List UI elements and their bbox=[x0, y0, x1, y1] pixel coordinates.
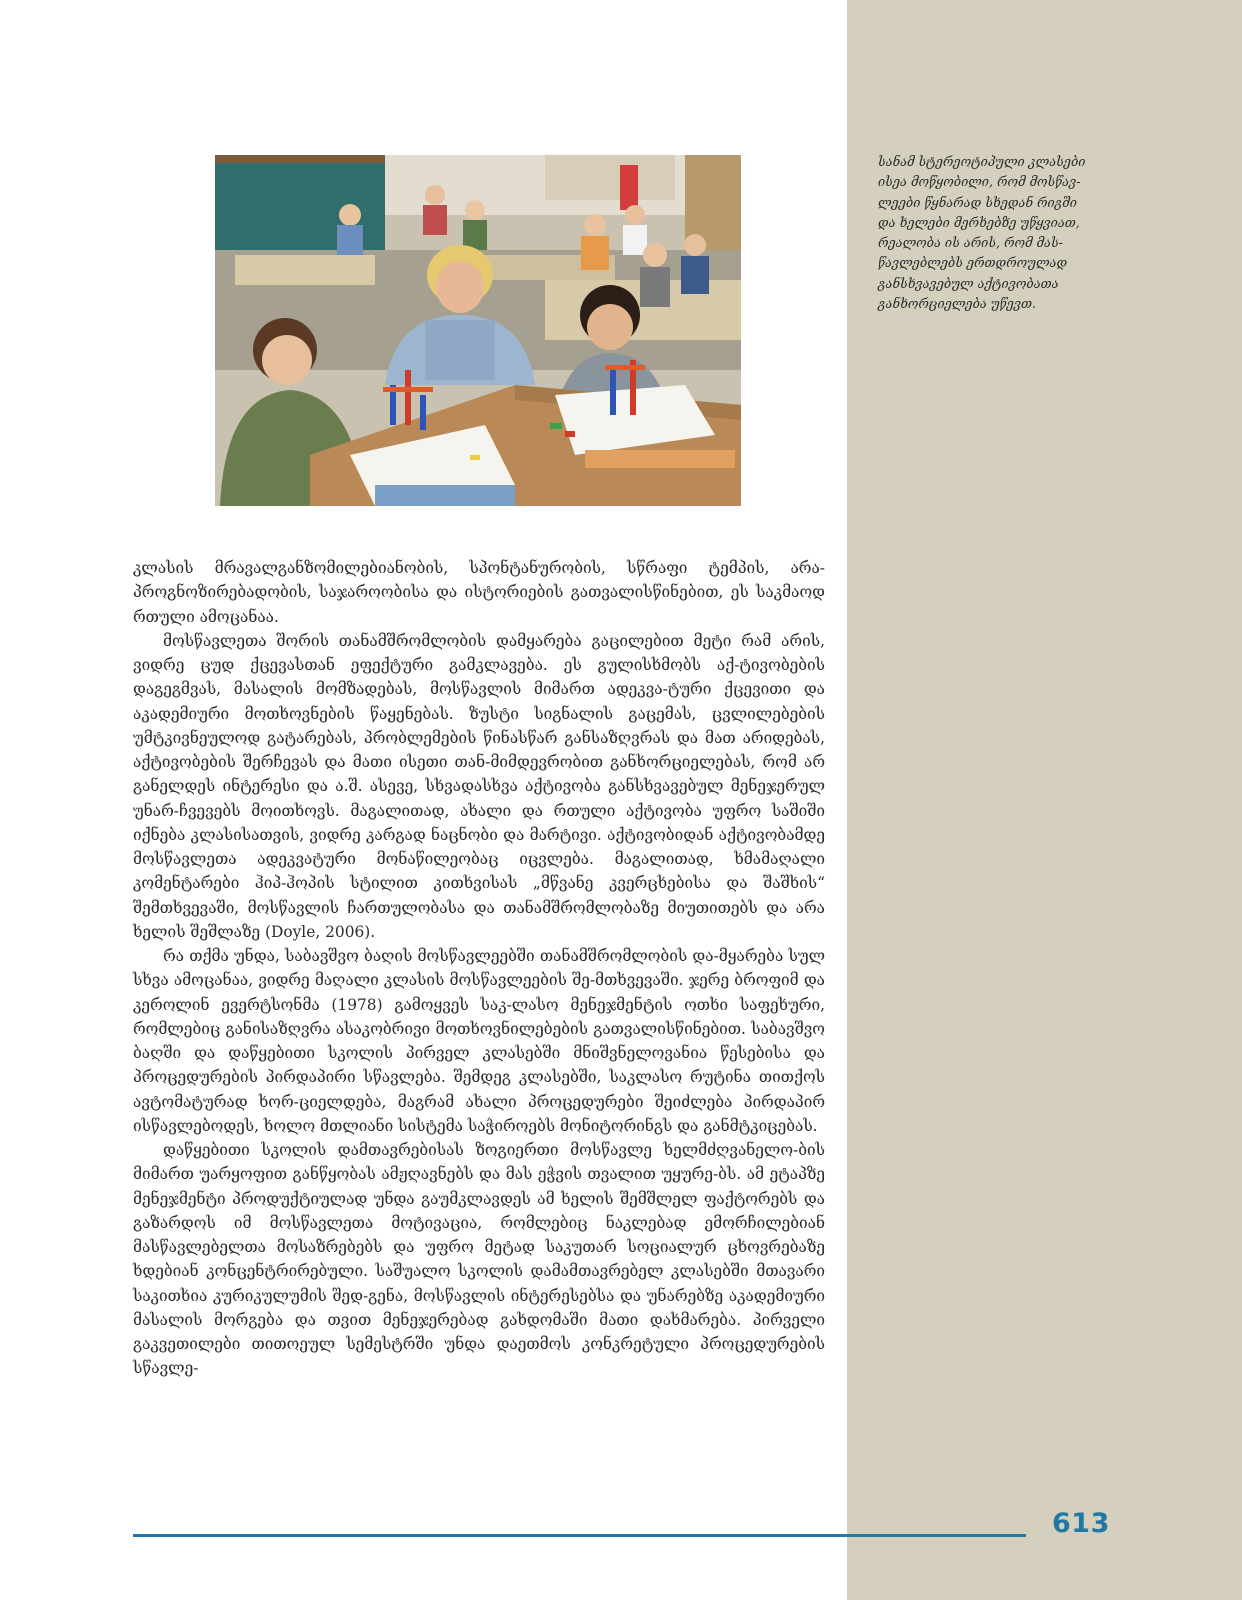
caption-line: განხორციელება უწევთ. bbox=[878, 296, 1036, 312]
caption-line: რეალობა ის არის, რომ მას- bbox=[878, 235, 1063, 251]
caption-line: ისეა მოწყობილი, რომ მოსწავ- bbox=[878, 174, 1081, 190]
caption-line: სანამ სტერეოტიპული კლასები bbox=[878, 154, 1086, 169]
caption-line: წავლებლებს ერთდროულად bbox=[878, 255, 1068, 271]
caption-line: ლეები წყნარად სხედან რიგში bbox=[878, 194, 1077, 210]
footer-rule bbox=[133, 1534, 1026, 1537]
caption-line: და ხელები მერხებზე უწყვიათ, bbox=[878, 214, 1080, 230]
paragraph: დაწყებითი სკოლის დამთავრებისას ზოგიერთი მოსწავლე ხელმძღვანელო-ბის მიმართ უარყოფით განწყობას ამჟღავნებს და მას ეჭვის თვალით უყურე-ბს. ამ ეტაპზე მენეჯმენტი პროდუქტიულად უნდა გაუმკლავდეს ამ ხელის შემშლელ ფაქტორებს და გაზარდოს იმ მოსწავლეთა მოტივაცია, რომლებიც ნაკლებად ემორჩილებიან მასწავლებელთა მოსაზრებებს და უფრო მეტად საკუთარ სოციალურ ცხოვრებაზე ხდებიან კონცენტრირებული. საშუალო სკოლის დამამთავრებელ კლასებში მთავარი საკითხია კურიკულუმის შედ-გენა, მოსწავლის ინტერესებსა და უნარებზე აკადემიური მასალის მორგება და თვით მენეჯერებად გახდომაში მათი დახმარება. პირველი გაკვეთილები თითოეულ სემესტრში უნდა დაეთმოს კონკრეტული პროცედურების სწავლე- bbox=[133, 1141, 825, 1378]
caption-line: განსხვავებულ აქტივობათა bbox=[878, 275, 1059, 291]
body-text bbox=[133, 556, 825, 1381]
sidebar-caption bbox=[878, 152, 1113, 314]
page-number: 613 bbox=[1052, 1508, 1110, 1539]
paragraph: მოსწავლეთა შორის თანამშრომლობის დამყარება გაცილებით მეტი რამ არის, ვიდრე ცუდ ქცევასთან ეფექტური გამკლავება. ეს გულისხმობს აქ-ტივობების დაგეგმვას, მასალის მომზადებას, მოსწავლის მიმართ ადეკვა-ტური ქცევითი და აკადემიური მოთხოვნების წაყენებას. ზუსტი სიგნალის გაცემას, ცვლილებების უმტკივნეულოდ გატარებას, პრობლემების წინასწარ განსაზღვრას და მათ არიდებას, აქტივობების შერჩევას და მათი ისეთი თან-მიმდევრობით განხორციელებას, რომ არ განელდეს ინტერესი და ა.შ. ასევე, სხვადასხვა აქტივობა განსხვავებულ მენეჯერულ უნარ-ჩვევებს მოითხოვს. მაგალითად, ახალი და რთული აქტივობა უფრო საშიში იქნება კლასისათვის, ვიდრე კარგად ნაცნობი და მარტივი. აქტივობიდან აქტივობამდე მოსწავლეთა ადეკვატური მონაწილეობაც იცვლება. მაგალითად, ხმამაღალი კომენტარები ჰიპ-ჰოპის სტილით კითხვისას „მწვანე კვერცხებისა და შაშხის“ შემთხვევაში, მოსწავლის ჩართულობასა და თანამშრომლობაზე მიუთითებს და არა ხელის შეშლაზე (Doyle, 2006). bbox=[133, 631, 825, 941]
paragraph: კლასის მრავალგანზომილებიანობის, სპონტანურობის, სწრაფი ტემპის, არა-პროგნოზირებადობის, საჯაროობისა და ისტორიების გათვალისწინებით, ეს საკმაოდ რთული ამოცანაა. bbox=[133, 559, 825, 626]
classroom-photo-illustration bbox=[215, 155, 741, 506]
classroom-photo bbox=[215, 155, 741, 506]
paragraph: რა თქმა უნდა, საბავშვო ბაღის მოსწავლეებში თანამშრომლობის და-მყარება სულ სხვა ამოცანაა, ვიდრე მაღალი კლასის მოსწავლეების შე-მთხვევაში. ჯერე ბროფიმ და კეროლინ ევერტსონმა (1978) გამოყვეს საკ-ლასო მენეჯმენტის ოთხი საფეხური, რომლებიც განისაზღვრა ასაკობრივი მოთხოვნილებების გათვალისწინებით. საბავშვო ბაღში და დაწყებითი სკოლის პირველ კლასებში მნიშვნელოვანია წესებისა და პროცედურების პირდაპირი სწავლება. შემდეგ კლასებში, საკლასო რუტინა თითქოს ავტომატურად ხორ-ციელდება, მაგრამ ახალი პროცედურები შეიძლება პირდაპირ ისწავლებოდეს, ხოლო მთლიანი სისტემა საჭიროებს მონიტორინგს და განმტკიცებას. bbox=[133, 947, 825, 1135]
